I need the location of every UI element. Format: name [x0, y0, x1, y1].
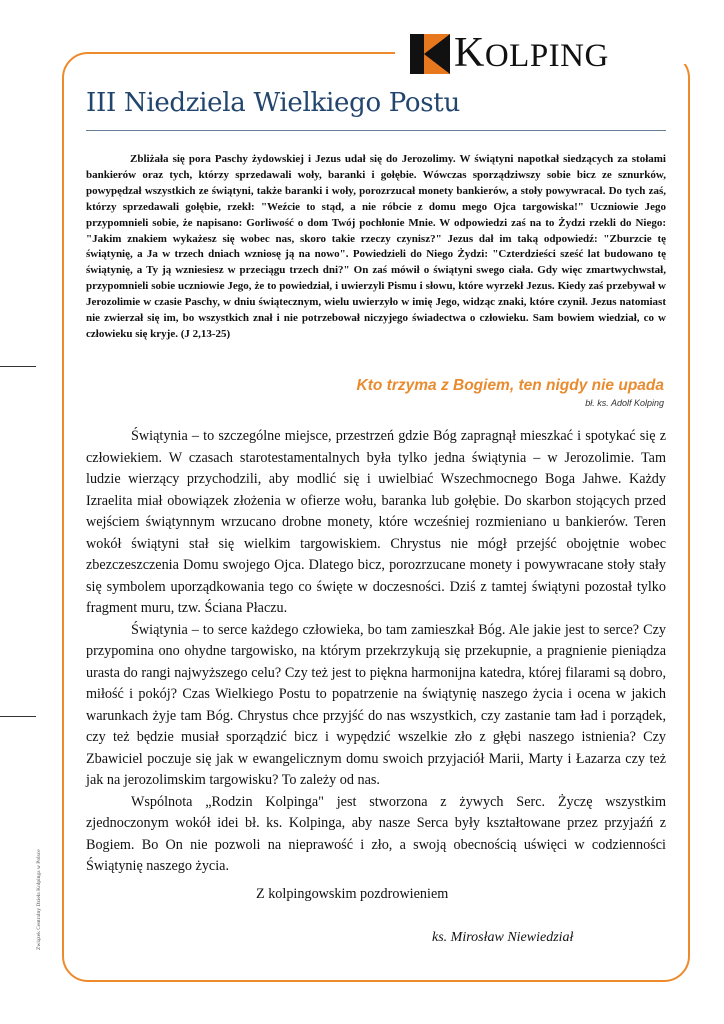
author-signature: ks. Mirosław Niewiedział	[432, 930, 574, 945]
margin-tick-lower	[0, 716, 36, 717]
body-paragraph: Wspólnota „Rodzin Kolpinga" jest stworzona z żywych Serc. Życzę wszystkim zjednoczonym wokół idei bł. ks. Kolpinga, aby nasze Serca były kształtowane przez przyjaźń z Bogiem. Bo On nie pozwoli na nieprawość i zło, a swoją obecnością uświęci w codzienności Świątynię naszego życia.	[86, 793, 666, 874]
margin-tick-upper	[0, 366, 36, 367]
page-title: III Niedziela Wielkiego Postu	[86, 88, 460, 118]
publisher-note: Związek Centralny Dzieła Kolpinga w Polsce	[36, 849, 42, 950]
kolping-k-icon	[410, 34, 450, 74]
logo-rest-letters: OLPING	[484, 37, 609, 74]
body-paragraph: Świątynia – to serce każdego człowieka, bo tam zamieszkał Bóg. Ale jakie jest to serce? Czy przypomina ono ohydne targowisko, na którym przekrzykują się przekupnie, a pragnienie pieniądza urasta do rangi najwyższego celu? Czy też jest to piękna harmonijna katedra, której filarami są dobro, miłość i pokój? Czas Wielkiego Postu to popatrzenie na świątynię naszego życia i ocena w jakich warunkach żyje tam Bóg. Chrystus chce przyjść do nas wszystkich, czy zastanie tam ład i porządek, czy też będzie musiał sporządzić bicz i wypędzić wszelkie zło z głębi naszego istnienia? Czy Zbawiciel poczuje się jak w ewangelicznym domu swoich przyjaciół Marii, Marty i Łazarza czy też jak na jerozolimskim targowisku? To zależy od nas.	[86, 621, 666, 788]
body-paragraph: Świątynia – to szczególne miejsce, przestrzeń gdzie Bóg zapragnął mieszkać i spotykać się z człowiekiem. W czasach starotestamentalnych była tylko jedna świątynia – w Jerozolimie. Tam ludzie wierzący przychodzili, aby modlić się i uwielbiać Wszechmocnego Boga Jahwe. Każdy Izraelita miał obowiązek złożenia w ofierze wołu, baranka lub gołębie. Do skarbon stojących przed wejściem świątynnym wrzucano drobne monety, które wcześniej rozmieniano u bankierów. Teren wokół świątyni stał się wielkim targowiskiem. Chrystus nie mógł przejść obojętnie wobec zbezczeszczenia Domu swojego Ojca. Dlatego bicz, porozrzucane monety i powywracane stoły stały się symbolem uporządkowania tego co święte w doczesności. Dziś z tamtej świątyni pozostał tylko fragment muru, tzw. Ściana Płaczu.	[86, 428, 666, 616]
motto-author: bł. ks. Adolf Kolping	[585, 398, 664, 408]
motto-quote: Kto trzyma z Bogiem, ten nigdy nie upada	[356, 377, 664, 394]
reflection-body	[86, 426, 666, 878]
scripture-passage: Zbliżała się pora Paschy żydowskiej i Jezus udał się do Jerozolimy. W świątyni napotkał siedzących za stołami bankierów oraz tych, którzy sprzedawali woły, baranki i gołębie. Wówczas sporządziwszy sobie bicz ze sznurków, powypędzał wszystkich ze świątyni, także baranki i woły, porozrzucał monety bankierów, a stoły powywracał. Do tych zaś, którzy sprzedawali gołębie, rzekł: "Weźcie to stąd, a nie róbcie z domu mego Ojca targowiska!" Uczniowie Jego przypomnieli sobie, że napisano: Gorliwość o dom Twój pochłonie Mnie. W odpowiedzi zaś na to Żydzi rzekli do Niego: "Jakim znakiem wykażesz się wobec nas, skoro takie rzeczy czynisz?" Jezus dał im taką odpowiedź: "Zburzcie tę świątynię, a Ja w trzech dniach wzniosę ją na nowo". Powiedzieli do Niego Żydzi: "Czterdzieści sześć lat budowano tę świątynię, a Ty ją wzniesiesz w przeciągu trzech dni?" On zaś mówił o świątyni swego ciała. Gdy więc zmartwychwstał, przypomnieli sobie uczniowie Jego, że to powiedział, i uwierzyli Pismu i słowu, które wyrzekł Jezus. Kiedy zaś przebywał w Jerozolimie w czasie Paschy, w dniu świątecznym, wielu uwierzyło w imię Jego, widząc znaki, które czynił. Jezus natomiast nie zwierzał się im, bo wszystkich znał i nie potrzebował niczyjego świadectwa o człowieku. Sam bowiem wiedział, co w człowieku się kryje. (J 2,13-25)	[86, 153, 666, 340]
kolping-logo	[410, 29, 609, 76]
closing-greeting: Z kolpingowskim pozdrowieniem	[256, 886, 449, 902]
logo-wordmark	[454, 29, 609, 76]
logo-first-letter: K	[454, 29, 485, 76]
title-underline	[86, 130, 666, 131]
